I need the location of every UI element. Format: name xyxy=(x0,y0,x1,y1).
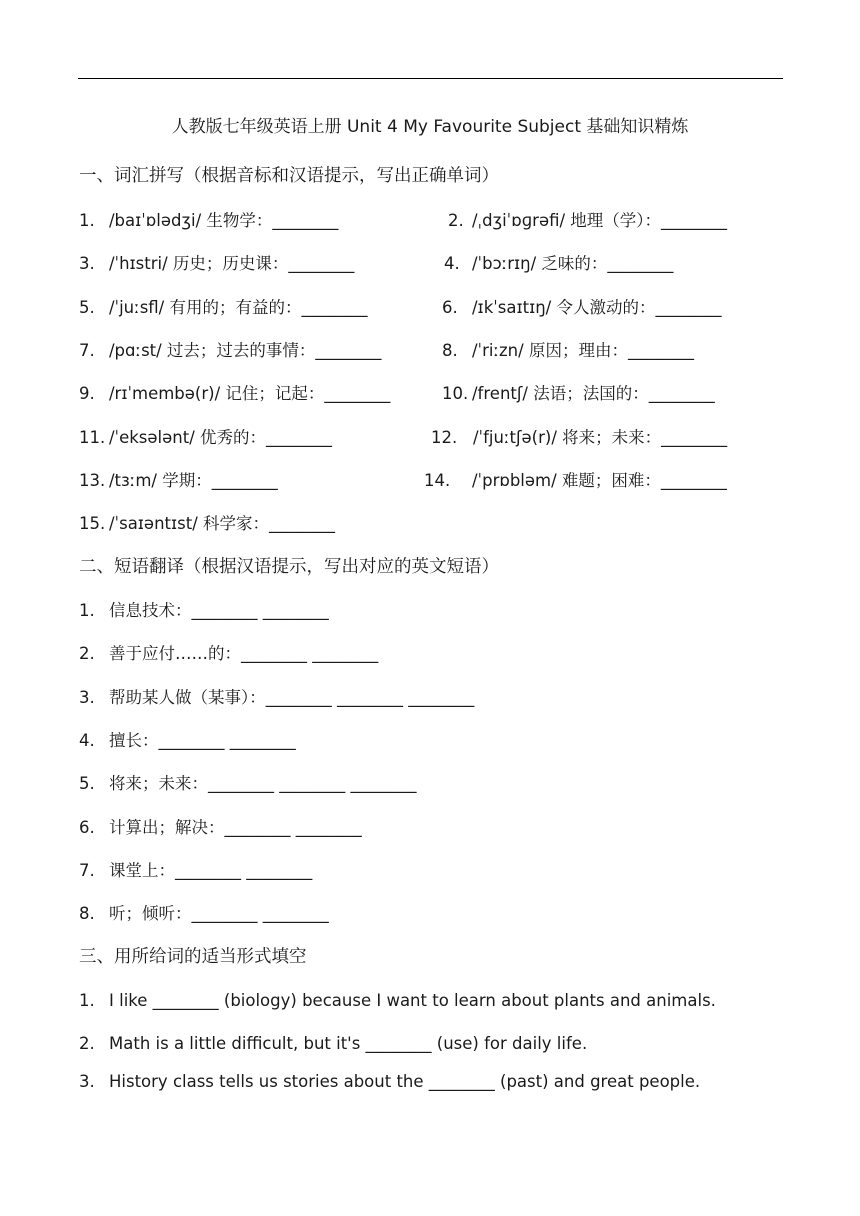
item-number: 2. xyxy=(79,1034,95,1053)
item-text: /ˈhɪstri/ 历史；历史课：________ xyxy=(109,254,355,273)
fill-item-1 xyxy=(79,987,716,1015)
item-number: 3. xyxy=(79,254,95,273)
item-number: 3. xyxy=(79,1072,95,1091)
item-number: 8. xyxy=(442,341,458,360)
item-number: 1. xyxy=(79,991,95,1010)
phrase-item-2 xyxy=(79,640,378,668)
item-text: /ˈfjuːtʃə(r)/ 将来；未来：________ xyxy=(473,428,728,447)
vocab-item-13 xyxy=(79,467,278,495)
vocab-item-7 xyxy=(79,337,381,365)
item-number: 2. xyxy=(79,644,95,663)
vocab-item-1 xyxy=(79,207,338,235)
phrase-item-5 xyxy=(79,770,417,798)
item-number: 15. xyxy=(79,514,106,533)
item-number: 9. xyxy=(79,384,95,403)
vocab-item-15 xyxy=(79,510,335,538)
vocab-item-4 xyxy=(444,250,673,278)
item-number: 7. xyxy=(79,341,95,360)
item-text: /ɪkˈsaɪtɪŋ/ 令人激动的：________ xyxy=(472,298,722,317)
phrase-item-3 xyxy=(79,684,474,712)
item-number: 6. xyxy=(442,298,458,317)
item-text: /ˈbɔːrɪŋ/ 乏味的：________ xyxy=(472,254,674,273)
header-rule xyxy=(78,78,783,79)
vocab-item-5 xyxy=(79,294,368,322)
phrase-item-6 xyxy=(79,814,362,842)
document-title: 人教版七年级英语上册 Unit 4 My Favourite Subject 基础知识精炼 xyxy=(171,117,689,137)
item-number: 6. xyxy=(79,818,95,837)
phrase-item-1 xyxy=(79,597,329,625)
item-number: 3. xyxy=(79,688,95,707)
item-text: 善于应付……的：________ ________ xyxy=(109,644,379,663)
item-number: 13. xyxy=(79,471,106,490)
item-text: /ˈprɒbləm/ 难题；困难：________ xyxy=(472,471,727,490)
phrase-item-8 xyxy=(79,900,329,928)
vocab-item-9 xyxy=(79,380,390,408)
item-number: 10. xyxy=(442,384,469,403)
item-number: 4. xyxy=(79,731,95,750)
phrase-item-7 xyxy=(79,857,312,885)
item-number: 4. xyxy=(444,254,460,273)
item-text: /tɜːm/ 学期：________ xyxy=(109,471,278,490)
item-text: I like ________ (biology) because I want to learn about plants and animals. xyxy=(109,991,716,1010)
item-text: /rɪˈmembə(r)/ 记住；记起：________ xyxy=(109,384,391,403)
item-number: 5. xyxy=(79,298,95,317)
item-text: /baɪˈɒlədʒi/ 生物学：________ xyxy=(109,211,339,230)
item-text: /pɑːst/ 过去；过去的事情：________ xyxy=(109,341,382,360)
item-text: /ˈsaɪəntɪst/ 科学家：________ xyxy=(109,514,336,533)
item-text: 将来；未来：________ ________ ________ xyxy=(109,774,417,793)
section-1-heading: 一、词汇拼写（根据音标和汉语提示，写出正确单词） xyxy=(79,166,499,186)
item-text: /ˈeksələnt/ 优秀的：________ xyxy=(109,428,333,447)
item-text: 擅长：________ ________ xyxy=(109,731,296,750)
item-text: 听；倾听：________ ________ xyxy=(109,904,329,923)
item-number: 1. xyxy=(79,211,95,230)
vocab-item-6 xyxy=(442,294,721,322)
fill-item-3 xyxy=(79,1068,700,1096)
item-number: 14. xyxy=(424,471,451,490)
item-text: Math is a little difficult, but it's ________ (use) for daily life. xyxy=(109,1034,588,1053)
item-number: 2. xyxy=(448,211,464,230)
item-text: /frentʃ/ 法语；法国的：________ xyxy=(472,384,715,403)
vocab-item-12 xyxy=(431,424,727,452)
item-number: 11. xyxy=(79,428,106,447)
item-text: 帮助某人做（某事）：________ ________ ________ xyxy=(109,688,475,707)
vocab-item-10 xyxy=(442,380,715,408)
item-text: /ˈriːzn/ 原因；理由：________ xyxy=(472,341,694,360)
item-number: 12. xyxy=(431,428,458,447)
section-2-heading: 二、短语翻译（根据汉语提示，写出对应的英文短语） xyxy=(79,557,499,577)
item-text: History class tells us stories about the ________ (past) and great people. xyxy=(109,1072,701,1091)
section-3-heading: 三、用所给词的适当形式填空 xyxy=(79,947,307,967)
item-text: /ˌdʒiˈɒɡrəfi/ 地理（学）：________ xyxy=(472,211,728,230)
item-number: 5. xyxy=(79,774,95,793)
vocab-item-3 xyxy=(79,250,354,278)
item-text: 计算出；解决：________ ________ xyxy=(109,818,362,837)
item-number: 7. xyxy=(79,861,95,880)
item-number: 8. xyxy=(79,904,95,923)
vocab-item-11 xyxy=(79,424,332,452)
vocab-item-14 xyxy=(424,467,727,495)
item-text: 信息技术：________ ________ xyxy=(109,601,329,620)
vocab-item-8 xyxy=(442,337,694,365)
phrase-item-4 xyxy=(79,727,296,755)
fill-item-2 xyxy=(79,1030,587,1058)
vocab-item-2 xyxy=(448,207,727,235)
item-number: 1. xyxy=(79,601,95,620)
item-text: /ˈjuːsfl/ 有用的；有益的：________ xyxy=(109,298,368,317)
item-text: 课堂上：________ ________ xyxy=(109,861,313,880)
